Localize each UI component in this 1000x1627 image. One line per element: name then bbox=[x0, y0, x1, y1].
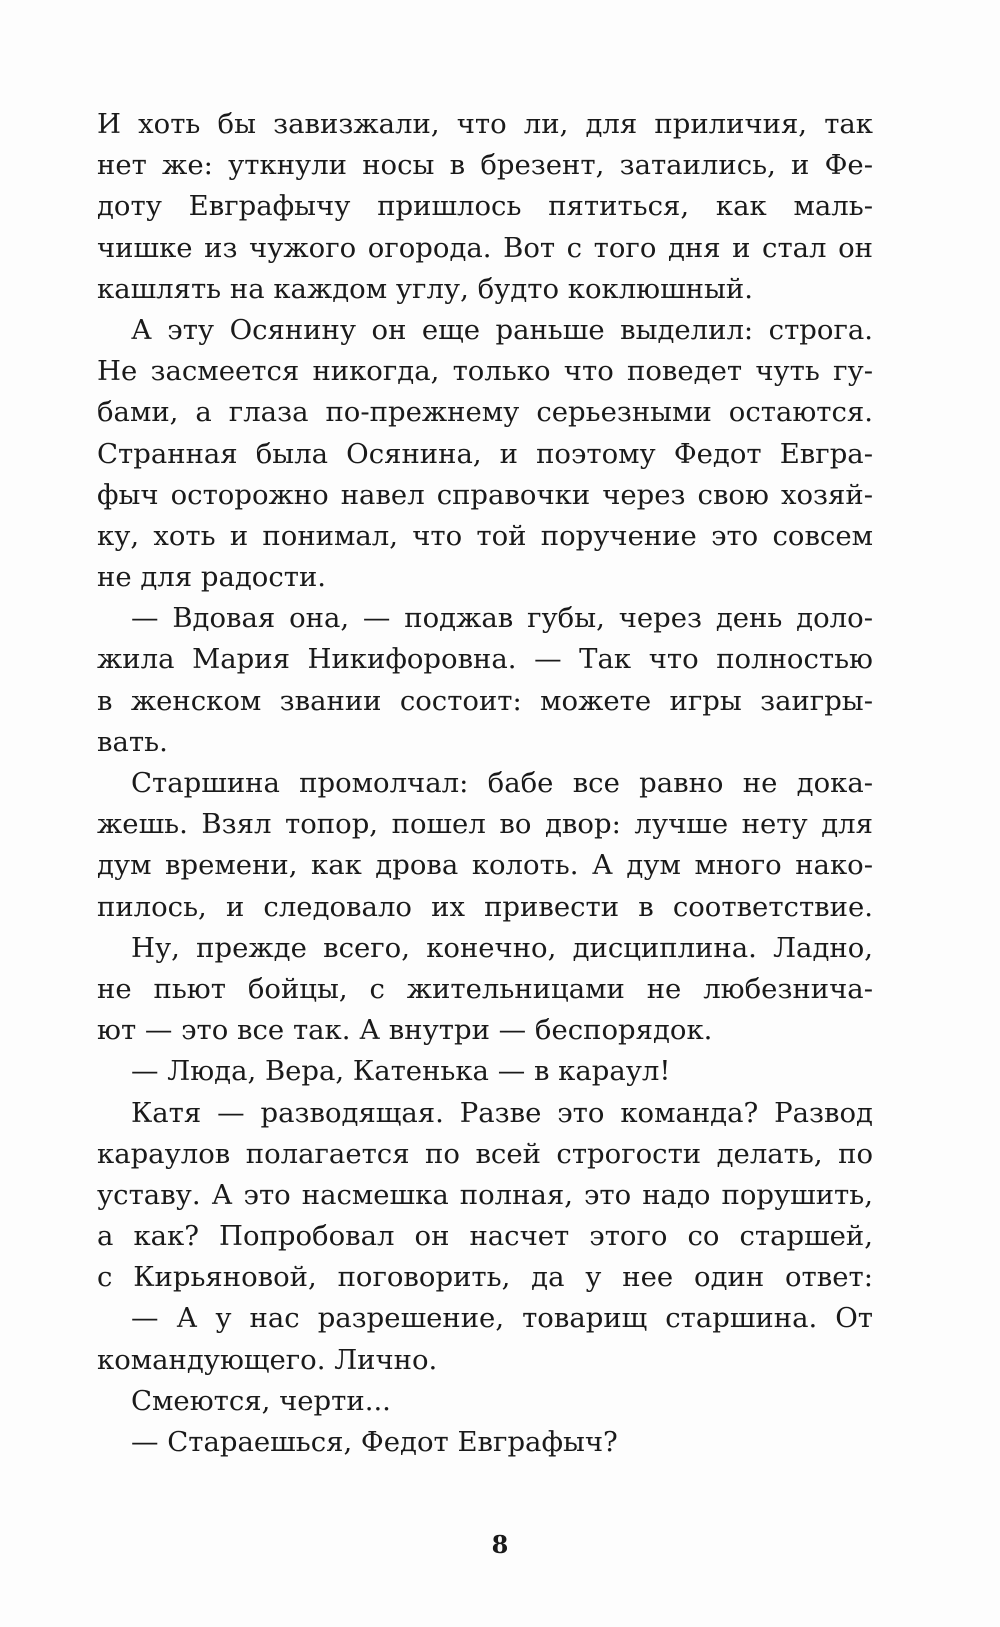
text-line: доту Евграфычу пришлось пятиться, как маль- bbox=[97, 190, 873, 223]
text-line: с Кирьяновой, поговорить, да у нее один ответ: bbox=[97, 1261, 873, 1294]
text-line: пилось, и следовало их привести в соответствие. bbox=[97, 890, 873, 923]
text-line: чишке из чужого огорода. Вот с того дня и стал он bbox=[97, 231, 873, 264]
text-line: а как? Попробовал он насчет этого со старшей, bbox=[97, 1220, 873, 1253]
text-line: караулов полагается по всей строгости делать, по bbox=[97, 1137, 873, 1170]
text-line: нет же: уткнули носы в брезент, затаились, и Фе- bbox=[97, 149, 873, 182]
page-number: 8 bbox=[491, 1530, 509, 1559]
text-line: вать. bbox=[97, 725, 168, 758]
body-text bbox=[97, 104, 873, 1463]
text-line: кашлять на каждом углу, будто коклюшный. bbox=[97, 272, 753, 305]
text-line: жила Мария Никифоровна. — Так что полностью bbox=[97, 643, 873, 676]
text-line: Странная была Осянина, и поэтому Федот Евгра- bbox=[97, 437, 873, 470]
text-line: Не засмеется никогда, только что поведет чуть гу- bbox=[97, 355, 873, 388]
text-line: Катя — разводящая. Разве это команда? Развод bbox=[131, 1096, 873, 1129]
text-line: И хоть бы завизжали, что ли, для приличия, так bbox=[97, 108, 873, 140]
text-line: Смеются, черти... bbox=[131, 1384, 391, 1417]
text-line: не пьют бойцы, с жительницами не любезнича- bbox=[97, 972, 873, 1005]
text-line: А эту Осянину он еще раньше выделил: строга. bbox=[131, 313, 873, 346]
text-line: командующего. Лично. bbox=[97, 1343, 438, 1376]
text-line: в женском звании состоит: можете игры заигры- bbox=[97, 684, 873, 717]
text-line: ют — это все так. А внутри — беспорядок. bbox=[97, 1014, 713, 1047]
text-line: дум времени, как дрова колоть. А дум много нако- bbox=[97, 849, 873, 882]
text-line: уставу. А это насмешка полная, это надо порушить, bbox=[97, 1178, 873, 1211]
text-line: бами, а глаза по-прежнему серьезными остаются. bbox=[97, 396, 873, 429]
text-line: жешь. Взял топор, пошел во двор: лучше нету для bbox=[97, 808, 873, 841]
text-line: Старшина промолчал: бабе все равно не дока- bbox=[131, 767, 873, 799]
text-line: не для радости. bbox=[97, 561, 327, 594]
text-line: — А у нас разрешение, товарищ старшина. От bbox=[131, 1302, 873, 1335]
text-line: — Стараешься, Федот Евграфыч? bbox=[131, 1426, 618, 1458]
text-line: Ну, прежде всего, конечно, дисциплина. Ладно, bbox=[131, 931, 873, 964]
text-line: фыч осторожно навел справочки через свою хозяй- bbox=[97, 478, 873, 511]
text-line: — Вдовая она, — поджав губы, через день доло- bbox=[131, 602, 873, 635]
text-line: ку, хоть и понимал, что той поручение это совсем bbox=[97, 519, 873, 552]
text-line: — Люда, Вера, Катенька — в караул! bbox=[131, 1055, 671, 1088]
